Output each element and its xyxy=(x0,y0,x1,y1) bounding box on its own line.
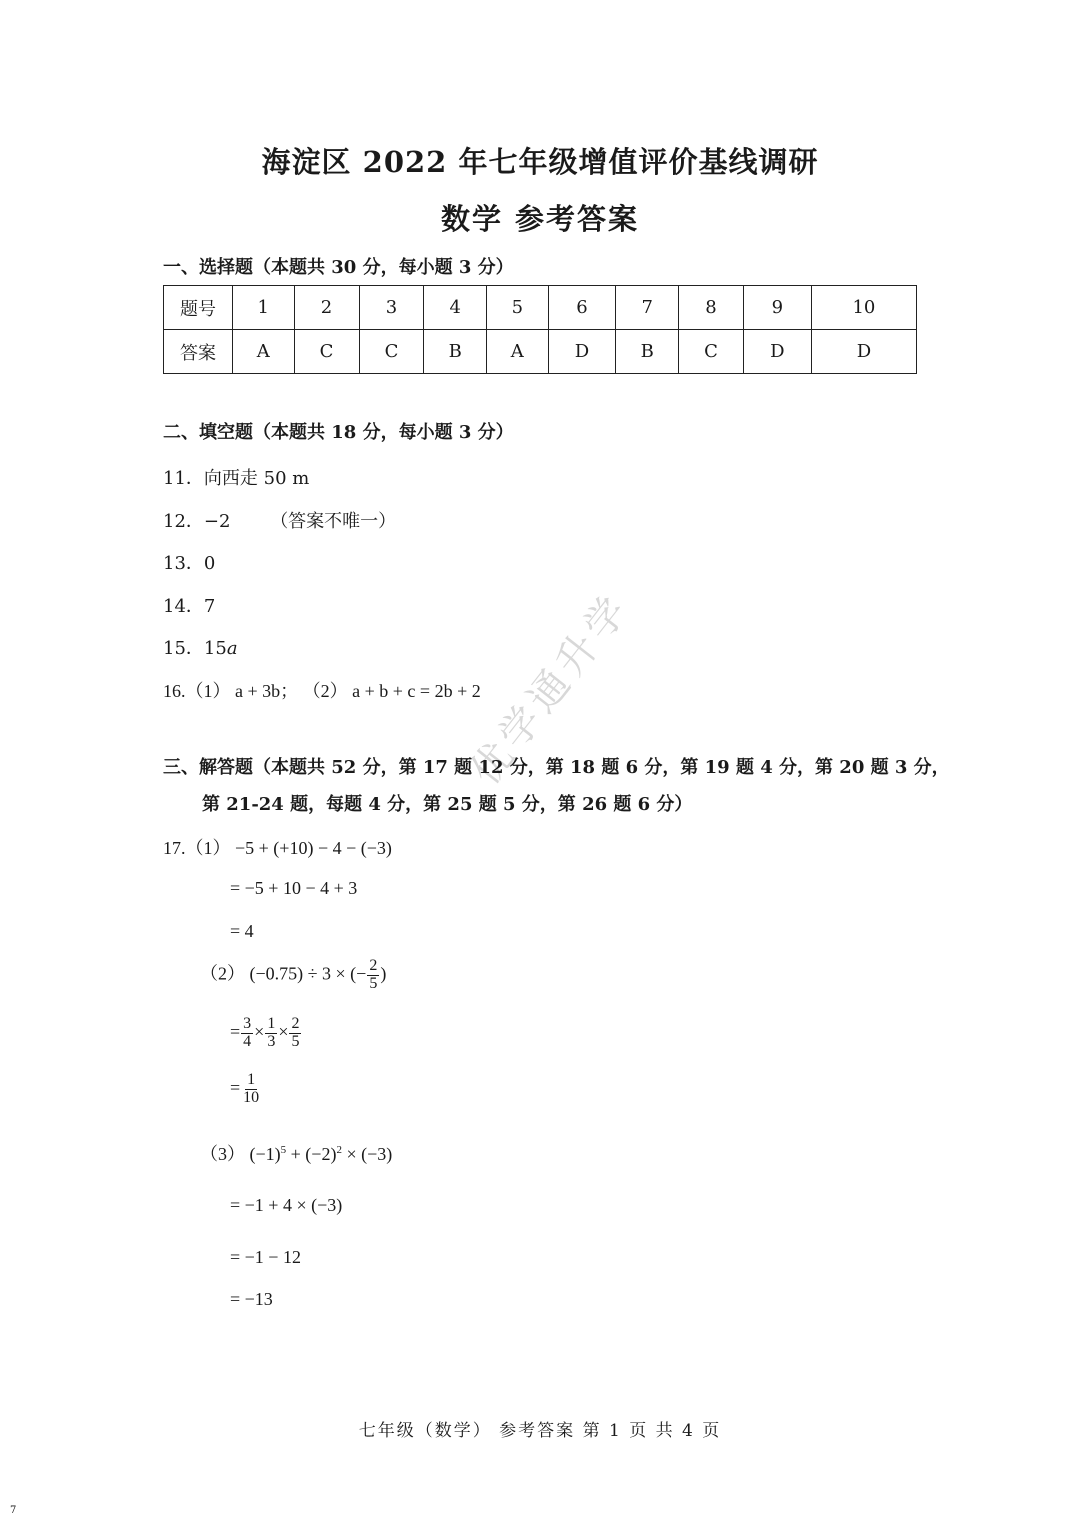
fraction xyxy=(265,1016,277,1051)
row-label-question: 题号 xyxy=(164,286,233,330)
answer-14: 14．7 xyxy=(163,596,216,617)
fraction-denominator: 10 xyxy=(243,1088,260,1106)
page-footer: 七年级（数学） 参考答案 第 1 页 共 4 页 xyxy=(358,1421,722,1441)
exponent: 2 xyxy=(336,1144,342,1156)
table-cell: 10 xyxy=(811,286,916,330)
section2-heading: 二、填空题（本题共 18 分，每小题 3 分） xyxy=(163,422,514,443)
table-cell: 3 xyxy=(359,286,424,330)
table-cell: C xyxy=(678,330,743,374)
fraction xyxy=(241,1016,253,1051)
fraction-numerator: 1 xyxy=(247,1071,256,1088)
table-cell: B xyxy=(424,330,487,374)
fraction xyxy=(241,1072,261,1107)
table-cell: 1 xyxy=(233,286,295,330)
table-row xyxy=(164,286,917,330)
answer-15 xyxy=(163,634,238,660)
times-sign: × xyxy=(254,1021,265,1042)
q17-part3-term3: × (−3) xyxy=(341,1144,393,1164)
table-cell: 9 xyxy=(743,286,811,330)
table-cell: D xyxy=(743,330,811,374)
answer-12-note: （答案不唯一） xyxy=(270,511,397,532)
answer-11: 11．向西走 50 m xyxy=(163,468,310,489)
section3-heading-line1: 三、解答题（本题共 52 分，第 17 题 12 分，第 18 题 6 分，第 19 题 4 分，第 20 题 3 分， xyxy=(163,757,950,778)
exponent: 5 xyxy=(280,1144,287,1156)
fraction xyxy=(367,958,379,993)
fraction-numerator: 1 xyxy=(267,1015,276,1032)
answer-table xyxy=(163,285,917,374)
equals-sign: = xyxy=(230,1077,241,1098)
row-label-answer: 答案 xyxy=(164,330,233,374)
answer-12 xyxy=(163,507,396,533)
answer-15-variable: a xyxy=(226,638,238,659)
table-cell: 6 xyxy=(548,286,616,330)
q17-part3-term2: + (−2) xyxy=(286,1144,337,1164)
table-cell: D xyxy=(811,330,916,374)
watermark: 优学通升学 xyxy=(462,584,640,794)
table-cell: 7 xyxy=(616,286,679,330)
section1-heading: 一、选择题（本题共 30 分，每小题 3 分） xyxy=(163,257,514,278)
q17-part1: 17.（1） −5 + (+10) − 4 − (−3) xyxy=(163,838,392,858)
table-cell: 2 xyxy=(294,286,359,330)
fraction-denominator: 5 xyxy=(369,974,378,992)
fraction xyxy=(289,1016,301,1051)
table-cell: 4 xyxy=(424,286,487,330)
table-cell: A xyxy=(487,330,549,374)
fraction-denominator: 5 xyxy=(291,1032,300,1050)
section3-heading-line2: 第 21-24 题，每题 4 分，第 25 题 5 分，第 26 题 6 分） xyxy=(202,794,693,815)
q17-part3-step1: = −1 + 4 × (−3) xyxy=(230,1195,343,1215)
times-sign: × xyxy=(278,1021,289,1042)
q17-part2-expr: （2） (−0.75) ÷ 3 × (− xyxy=(200,963,367,984)
q17-part1-step1: = −5 + 10 − 4 + 3 xyxy=(230,878,358,898)
answer-12-value: 12．−2 xyxy=(163,511,231,532)
table-cell: B xyxy=(616,330,679,374)
q17-part1-step2: = 4 xyxy=(230,921,254,941)
fraction-numerator: 2 xyxy=(291,1015,300,1032)
q17-part3-term1: （3） (−1) xyxy=(200,1144,281,1164)
fraction-denominator: 3 xyxy=(267,1032,276,1050)
table-cell: A xyxy=(233,330,295,374)
q17-part2-step1 xyxy=(230,1016,302,1051)
fraction-numerator: 2 xyxy=(369,957,378,974)
table-cell: C xyxy=(359,330,424,374)
q17-part2-close: ) xyxy=(380,963,387,984)
q17-part2 xyxy=(200,958,386,993)
q17-part3-step3: = −13 xyxy=(230,1289,273,1309)
table-cell: 8 xyxy=(678,286,743,330)
q17-part2-step2 xyxy=(230,1072,262,1107)
page-title: 海淀区 2022 年七年级增值评价基线调研 xyxy=(261,145,819,179)
answer-15-number: 15．15 xyxy=(163,638,227,659)
answer-16: 16.（1） a + 3b； （2） a + b + c = 2b + 2 xyxy=(163,681,481,701)
table-cell: D xyxy=(548,330,616,374)
table-cell: C xyxy=(294,330,359,374)
page-subtitle: 数学 参考答案 xyxy=(440,202,640,236)
table-cell: 5 xyxy=(487,286,549,330)
answer-13: 13．0 xyxy=(163,553,216,574)
table-row xyxy=(164,330,917,374)
q17-part3-step2: = −1 − 12 xyxy=(230,1247,301,1267)
q17-part3 xyxy=(200,1140,392,1166)
fraction-numerator: 3 xyxy=(243,1015,252,1032)
corner-mark: 7 xyxy=(10,1505,17,1516)
equals-sign: = xyxy=(230,1021,241,1042)
fraction-denominator: 4 xyxy=(243,1032,252,1050)
